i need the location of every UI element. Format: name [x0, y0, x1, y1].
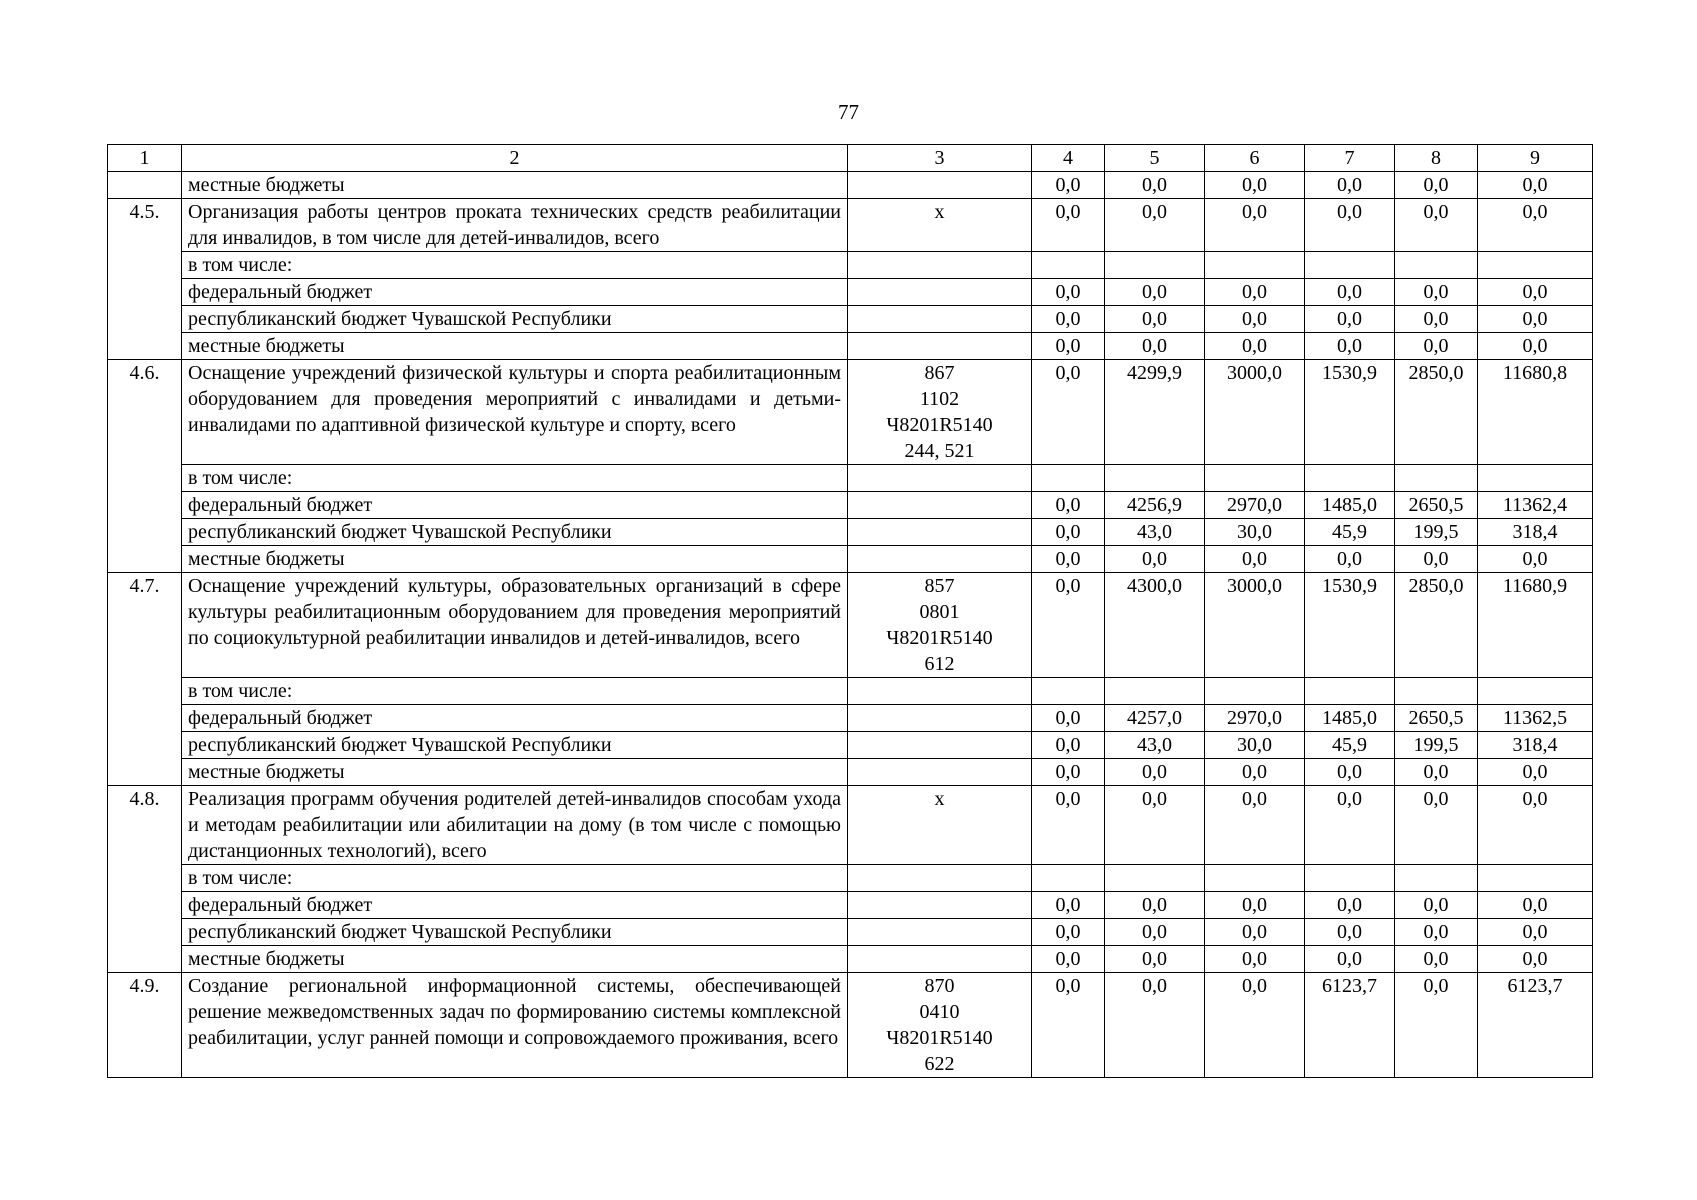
value-cell: 0,0	[1395, 279, 1478, 306]
funding-source-row	[108, 546, 1593, 573]
empty-cell	[1205, 252, 1305, 279]
value-cell: 0,0	[1032, 279, 1105, 306]
code-cell	[848, 892, 1032, 919]
budget-code-line: Ч8201R5140	[886, 414, 993, 436]
including-label: в том числе:	[182, 865, 848, 892]
empty-cell	[1205, 865, 1305, 892]
value-cell: 1485,0	[1305, 705, 1395, 732]
funding-source-row	[108, 892, 1593, 919]
funding-source-label: федеральный бюджет	[182, 492, 848, 519]
including-label: в том числе:	[182, 678, 848, 705]
budget-code-cell	[848, 199, 1032, 252]
value-cell: 0,0	[1105, 279, 1205, 306]
value-cell: 0,0	[1305, 946, 1395, 973]
header-cell: 8	[1395, 145, 1478, 172]
value-cell: 1530,9	[1305, 360, 1395, 465]
value-cell: 0,0	[1478, 946, 1593, 973]
value-cell: 0,0	[1395, 199, 1478, 252]
section-index: 4.8.	[108, 786, 182, 973]
value-cell: 11680,9	[1478, 573, 1593, 678]
value-cell: 0,0	[1305, 172, 1395, 199]
value-cell: 0,0	[1205, 199, 1305, 252]
empty-cell	[1478, 465, 1593, 492]
value-cell: 4300,0	[1105, 573, 1205, 678]
value-cell: 43,0	[1105, 732, 1205, 759]
value-cell: 0,0	[1478, 279, 1593, 306]
value-cell: 0,0	[1032, 360, 1105, 465]
header-cell: 3	[848, 145, 1032, 172]
section-index: 4.6.	[108, 360, 182, 573]
continuation-row	[108, 172, 1593, 199]
code-cell	[848, 919, 1032, 946]
header-row	[108, 145, 1593, 172]
value-cell: 0,0	[1305, 199, 1395, 252]
value-cell: 0,0	[1305, 333, 1395, 360]
budget-code-line: х	[934, 788, 945, 810]
value-cell: 0,0	[1205, 786, 1305, 865]
value-cell: 0,0	[1395, 919, 1478, 946]
value-cell: 0,0	[1105, 172, 1205, 199]
value-cell: 0,0	[1105, 786, 1205, 865]
code-cell	[848, 279, 1032, 306]
value-cell: 0,0	[1032, 573, 1105, 678]
value-cell: 199,5	[1395, 519, 1478, 546]
value-cell: 0,0	[1105, 759, 1205, 786]
empty-cell	[848, 465, 1032, 492]
funding-source-label: федеральный бюджет	[182, 279, 848, 306]
including-label: в том числе:	[182, 465, 848, 492]
value-cell: 0,0	[1205, 973, 1305, 1078]
value-cell: 4299,9	[1105, 360, 1205, 465]
including-row	[108, 678, 1593, 705]
value-cell: 0,0	[1032, 973, 1105, 1078]
code-cell	[848, 492, 1032, 519]
budget-table	[107, 144, 1593, 1078]
funding-source-row	[108, 705, 1593, 732]
value-cell: 0,0	[1395, 946, 1478, 973]
row-label: местные бюджеты	[182, 172, 848, 199]
budget-code-line: 612	[924, 653, 955, 675]
funding-source-label: федеральный бюджет	[182, 705, 848, 732]
empty-cell	[1105, 678, 1205, 705]
empty-cell	[848, 252, 1032, 279]
budget-code-cell	[848, 360, 1032, 465]
header-cell: 4	[1032, 145, 1105, 172]
budget-code-line: 244, 521	[904, 440, 975, 462]
funding-source-row	[108, 333, 1593, 360]
value-cell: 0,0	[1205, 172, 1305, 199]
value-cell: 0,0	[1032, 199, 1105, 252]
value-cell: 0,0	[1205, 892, 1305, 919]
empty-cell	[848, 865, 1032, 892]
value-cell: 0,0	[1105, 892, 1205, 919]
budget-code-line: Ч8201R5140	[886, 627, 993, 649]
value-cell: 0,0	[1478, 333, 1593, 360]
value-cell: 0,0	[1032, 919, 1105, 946]
value-cell: 0,0	[1032, 946, 1105, 973]
budget-code-line: х	[934, 201, 945, 223]
value-cell: 1530,9	[1305, 573, 1395, 678]
value-cell: 2650,5	[1395, 492, 1478, 519]
empty-cell	[1478, 252, 1593, 279]
code-cell	[848, 333, 1032, 360]
value-cell: 0,0	[1205, 919, 1305, 946]
value-cell: 0,0	[1205, 333, 1305, 360]
value-cell: 0,0	[1395, 786, 1478, 865]
empty-cell	[1205, 465, 1305, 492]
value-cell: 0,0	[1105, 306, 1205, 333]
empty-cell	[1032, 865, 1105, 892]
empty-cell	[1032, 465, 1105, 492]
value-cell: 0,0	[1105, 973, 1205, 1078]
budget-code-cell	[848, 973, 1032, 1078]
empty-cell	[1478, 678, 1593, 705]
value-cell: 0,0	[1105, 333, 1205, 360]
funding-source-label: республиканский бюджет Чувашской Республики	[182, 306, 848, 333]
funding-source-label: местные бюджеты	[182, 546, 848, 573]
empty-cell	[1305, 678, 1395, 705]
value-cell: 0,0	[1105, 199, 1205, 252]
funding-source-label: местные бюджеты	[182, 759, 848, 786]
value-cell: 0,0	[1032, 892, 1105, 919]
funding-source-label: республиканский бюджет Чувашской Республики	[182, 919, 848, 946]
value-cell: 199,5	[1395, 732, 1478, 759]
empty-cell	[1395, 678, 1478, 705]
budget-code-line: 867	[924, 362, 955, 384]
value-cell: 0,0	[1032, 732, 1105, 759]
code-cell	[848, 732, 1032, 759]
value-cell: 0,0	[1478, 759, 1593, 786]
value-cell: 3000,0	[1205, 360, 1305, 465]
budget-code-line: 0410	[919, 1001, 960, 1023]
funding-source-label: местные бюджеты	[182, 333, 848, 360]
section-main-row	[108, 199, 1593, 252]
value-cell: 6123,7	[1305, 973, 1395, 1078]
header-cell: 1	[108, 145, 182, 172]
including-row	[108, 465, 1593, 492]
header-cell: 6	[1205, 145, 1305, 172]
budget-code-line: 0801	[919, 601, 960, 623]
funding-source-label: федеральный бюджет	[182, 892, 848, 919]
value-cell: 2970,0	[1205, 492, 1305, 519]
value-cell: 0,0	[1305, 546, 1395, 573]
value-cell: 0,0	[1105, 546, 1205, 573]
empty-cell	[1305, 865, 1395, 892]
section-index: 4.7.	[108, 573, 182, 786]
including-row	[108, 865, 1593, 892]
section-title: Создание региональной информационной системы, обеспечивающей решение межведомственных задач по формированию системы комплексной реабилитации, услуг ранней помощи и сопровождаемого проживания, всего	[182, 973, 848, 1078]
value-cell: 43,0	[1105, 519, 1205, 546]
header-cell: 9	[1478, 145, 1593, 172]
value-cell: 0,0	[1032, 492, 1105, 519]
index-cell	[108, 172, 182, 199]
value-cell: 30,0	[1205, 732, 1305, 759]
value-cell: 0,0	[1395, 306, 1478, 333]
code-cell	[848, 172, 1032, 199]
including-label: в том числе:	[182, 252, 848, 279]
value-cell: 0,0	[1395, 172, 1478, 199]
value-cell: 0,0	[1395, 973, 1478, 1078]
value-cell: 0,0	[1305, 919, 1395, 946]
value-cell: 0,0	[1032, 759, 1105, 786]
funding-source-label: местные бюджеты	[182, 946, 848, 973]
empty-cell	[1395, 252, 1478, 279]
header-cell: 7	[1305, 145, 1395, 172]
header-cell: 2	[182, 145, 848, 172]
value-cell: 0,0	[1205, 279, 1305, 306]
budget-code-line: 622	[924, 1053, 955, 1075]
section-main-row	[108, 573, 1593, 678]
value-cell: 4257,0	[1105, 705, 1205, 732]
header-cell: 5	[1105, 145, 1205, 172]
value-cell: 0,0	[1478, 199, 1593, 252]
budget-code-line: 857	[924, 575, 955, 597]
value-cell: 45,9	[1305, 732, 1395, 759]
value-cell: 0,0	[1478, 786, 1593, 865]
empty-cell	[1105, 252, 1205, 279]
funding-source-row	[108, 279, 1593, 306]
funding-source-row	[108, 919, 1593, 946]
value-cell: 0,0	[1105, 919, 1205, 946]
code-cell	[848, 306, 1032, 333]
section-title: Реализация программ обучения родителей детей-инвалидов способам ухода и методам реабилитации или абилитации на дому (в том числе с помощью дистанционных технологий), всего	[182, 786, 848, 865]
value-cell: 0,0	[1032, 546, 1105, 573]
value-cell: 2650,5	[1395, 705, 1478, 732]
value-cell: 3000,0	[1205, 573, 1305, 678]
empty-cell	[1478, 865, 1593, 892]
value-cell: 0,0	[1305, 759, 1395, 786]
value-cell: 0,0	[1478, 172, 1593, 199]
section-main-row	[108, 786, 1593, 865]
funding-source-label: республиканский бюджет Чувашской Республики	[182, 519, 848, 546]
value-cell: 0,0	[1395, 759, 1478, 786]
value-cell: 30,0	[1205, 519, 1305, 546]
value-cell: 0,0	[1395, 333, 1478, 360]
section-index: 4.5.	[108, 199, 182, 360]
section-main-row	[108, 973, 1593, 1078]
value-cell: 0,0	[1205, 946, 1305, 973]
value-cell: 0,0	[1032, 786, 1105, 865]
code-cell	[848, 759, 1032, 786]
funding-source-row	[108, 759, 1593, 786]
empty-cell	[1205, 678, 1305, 705]
empty-cell	[1105, 865, 1205, 892]
budget-code-line: Ч8201R5140	[886, 1027, 993, 1049]
value-cell: 0,0	[1032, 333, 1105, 360]
value-cell: 0,0	[1478, 546, 1593, 573]
value-cell: 0,0	[1395, 892, 1478, 919]
value-cell: 0,0	[1205, 306, 1305, 333]
section-title: Организация работы центров проката технических средств реабилитации для инвалидов, в том числе для детей-инвалидов, всего	[182, 199, 848, 252]
value-cell: 318,4	[1478, 732, 1593, 759]
value-cell: 0,0	[1305, 306, 1395, 333]
funding-source-row	[108, 946, 1593, 973]
budget-code-line: 870	[924, 975, 955, 997]
empty-cell	[1305, 465, 1395, 492]
value-cell: 0,0	[1032, 172, 1105, 199]
budget-code-line: 1102	[919, 388, 960, 410]
budget-code-cell	[848, 786, 1032, 865]
value-cell: 0,0	[1305, 786, 1395, 865]
table-body	[108, 145, 1593, 1078]
value-cell: 0,0	[1478, 919, 1593, 946]
value-cell: 0,0	[1478, 892, 1593, 919]
code-cell	[848, 546, 1032, 573]
value-cell: 0,0	[1032, 519, 1105, 546]
value-cell: 6123,7	[1478, 973, 1593, 1078]
empty-cell	[1395, 865, 1478, 892]
value-cell: 318,4	[1478, 519, 1593, 546]
value-cell: 0,0	[1395, 546, 1478, 573]
funding-source-row	[108, 732, 1593, 759]
code-cell	[848, 705, 1032, 732]
empty-cell	[1032, 252, 1105, 279]
empty-cell	[1395, 465, 1478, 492]
value-cell: 45,9	[1305, 519, 1395, 546]
empty-cell	[1105, 465, 1205, 492]
value-cell: 1485,0	[1305, 492, 1395, 519]
empty-cell	[1305, 252, 1395, 279]
value-cell: 0,0	[1205, 546, 1305, 573]
value-cell: 11362,5	[1478, 705, 1593, 732]
empty-cell	[848, 678, 1032, 705]
including-row	[108, 252, 1593, 279]
budget-code-cell	[848, 573, 1032, 678]
value-cell: 0,0	[1305, 279, 1395, 306]
funding-source-row	[108, 492, 1593, 519]
section-title: Оснащение учреждений культуры, образовательных организаций в сфере культуры реабилитационным оборудованием для проведения мероприятий по социокультурной реабилитации инвалидов и детей-инвалидов, всего	[182, 573, 848, 678]
value-cell: 2850,0	[1395, 360, 1478, 465]
page-number: 77	[838, 100, 859, 124]
section-index: 4.9.	[108, 973, 182, 1078]
value-cell: 2850,0	[1395, 573, 1478, 678]
section-title: Оснащение учреждений физической культуры и спорта реабилитационным оборудованием для проведения мероприятий с инвалидами и детьми-инвалидами по адаптивной физической культуре и спорту, всего	[182, 360, 848, 465]
code-cell	[848, 519, 1032, 546]
funding-source-label: республиканский бюджет Чувашской Республики	[182, 732, 848, 759]
value-cell: 11362,4	[1478, 492, 1593, 519]
value-cell: 11680,8	[1478, 360, 1593, 465]
funding-source-row	[108, 519, 1593, 546]
value-cell: 2970,0	[1205, 705, 1305, 732]
funding-source-row	[108, 306, 1593, 333]
value-cell: 0,0	[1032, 705, 1105, 732]
value-cell: 0,0	[1105, 946, 1205, 973]
section-main-row	[108, 360, 1593, 465]
value-cell: 0,0	[1305, 892, 1395, 919]
empty-cell	[1032, 678, 1105, 705]
value-cell: 4256,9	[1105, 492, 1205, 519]
value-cell: 0,0	[1478, 306, 1593, 333]
value-cell: 0,0	[1032, 306, 1105, 333]
value-cell: 0,0	[1205, 759, 1305, 786]
code-cell	[848, 946, 1032, 973]
